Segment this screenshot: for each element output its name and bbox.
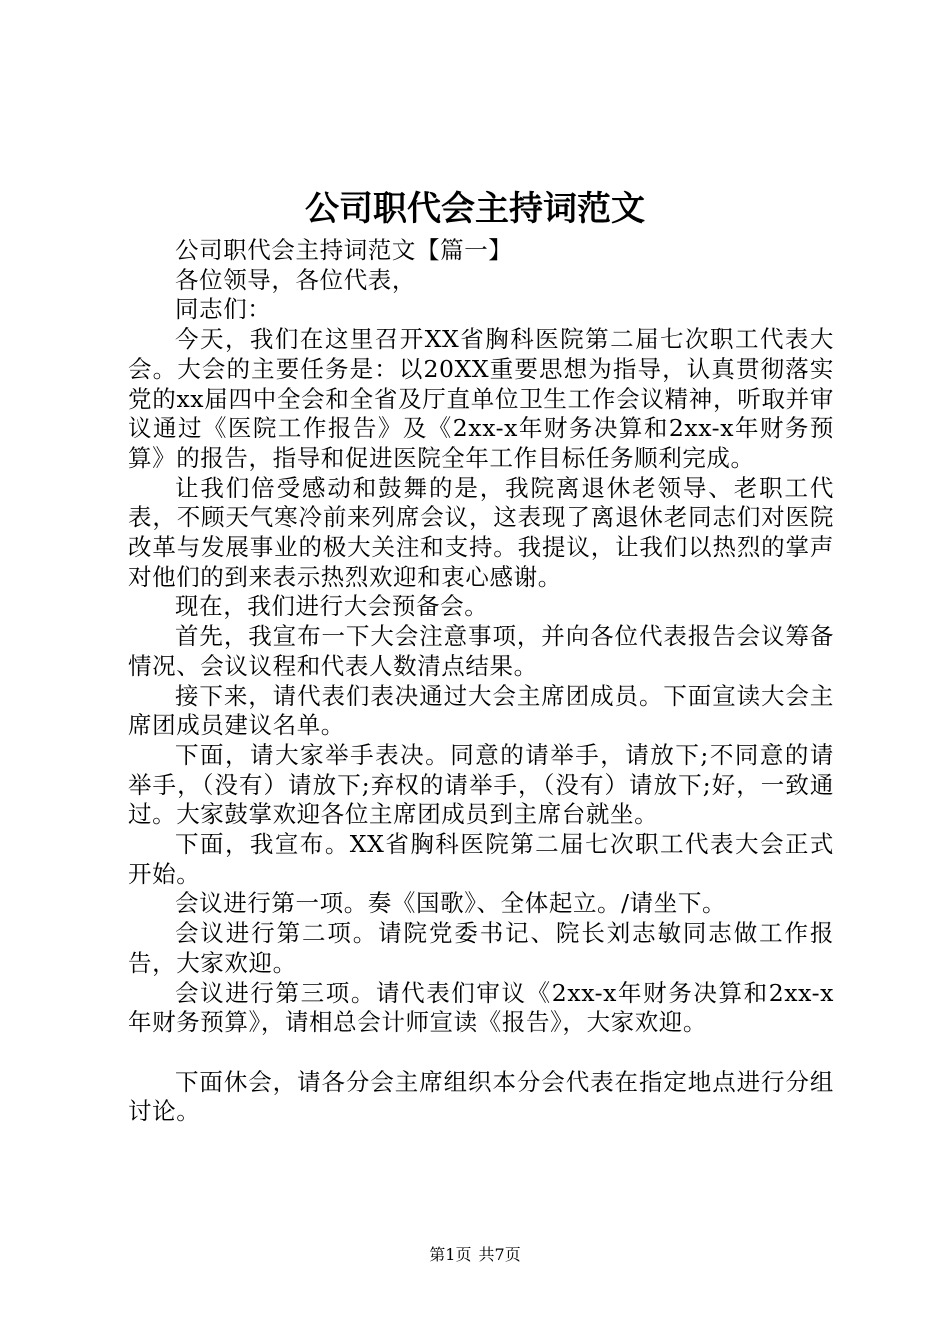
paragraph-item-two: 会议进行第二项。请院党委书记、院长刘志敏同志做工作报告，大家欢迎。 [128,919,834,977]
paragraph-item-three: 会议进行第三项。请代表们审议《2xx-x年财务决算和2xx-x年财务预算》，请相总会计师宣读《报告》，大家欢迎。 [128,978,834,1037]
page-footer [0,1244,950,1266]
paragraph-preparatory: 现在，我们进行大会预备会。 [175,592,489,621]
paragraph-announcement: 首先，我宣布一下大会注意事项，并向各位代表报告会议筹备情况、会议议程和代表人数清点结果。 [128,622,834,680]
paragraph-vote: 下面，请大家举手表决。同意的请举手，请放下;不同意的请举手，（没有）请放下;弃权的请举手，（没有）请放下;好，一致通过。大家鼓掌欢迎各位主席团成员到主席台就坐。 [128,740,834,829]
paragraph-thanks: 让我们倍受感动和鼓舞的是，我院离退休老领导、老职工代表，不顾天气寒冷前来列席会议，这表现了离退休老同志们对医院改革与发展事业的极大关注和支持。我提议，让我们以热烈的掌声对他们的到来表示热烈欢迎和衷心感谢。 [128,473,834,591]
paragraph-start: 下面，我宣布。XX省胸科医院第二届七次职工代表大会正式开始。 [128,830,834,888]
page-title: 公司职代会主持词范文 [305,189,645,229]
paragraph-opening: 今天，我们在这里召开XX省胸科医院第二届七次职工代表大会。大会的主要任务是：以20XX重要思想为指导，认真贯彻落实党的xx届四中全会和全省及厅直单位卫生工作会议精神，听取并审议通过《医院工作报告》及《2xx-x年财务决算和2xx-x年财务预算》的报告，指导和促进医院全年工作目标任务顺利完成。 [128,325,834,472]
page-total: 共7页 [478,1245,521,1264]
paragraph-greeting: 各位领导，各位代表， [175,265,416,294]
paragraph-comrades: 同志们： [175,295,272,324]
paragraph-recess: 下面休会，请各分会主席组织本分会代表在指定地点进行分组讨论。 [128,1067,834,1126]
paragraph-item-one: 会议进行第一项。奏《国歌》、全体起立。/请坐下。 [175,889,727,918]
page-number: 第1页 [429,1245,472,1264]
paragraph-presidium: 接下来，请代表们表决通过大会主席团成员。下面宣读大会主席团成员建议名单。 [128,681,834,740]
paragraph-heading: 公司职代会主持词范文【篇一】 [175,236,513,264]
document-body [128,236,834,1127]
